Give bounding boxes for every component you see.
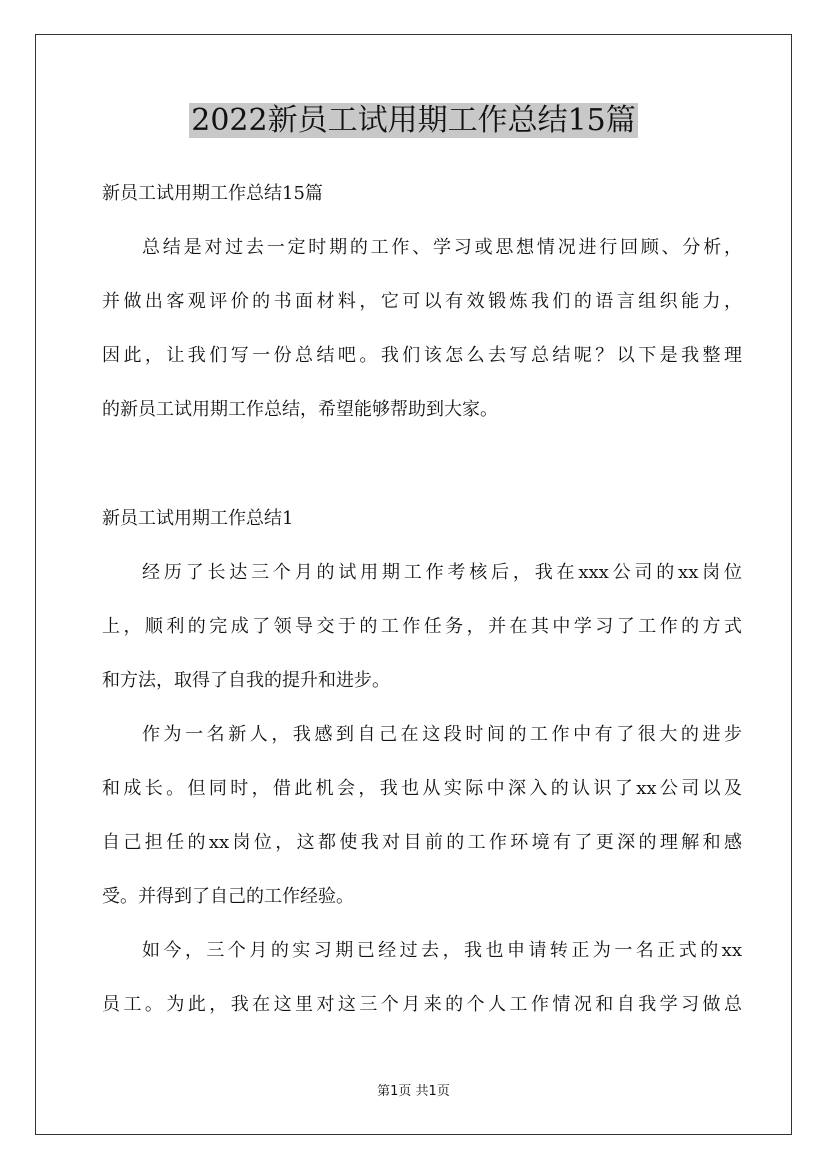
para2-line-2: 和成长。但同时，借此机会，我也从实际中深入的认识了xx公司以及 [102,778,742,799]
intro-line-3: 因此，让我们写一份总结吧。我们该怎么去写总结呢？以下是我整理 [102,345,742,366]
para3-line-2: 员工。为此，我在这里对这三个月来的个人工作情况和自我学习做总 [102,994,742,1015]
page-footer: 第1页 共1页 [377,1084,450,1099]
intro-line-4: 的新员工试用期工作总结，希望能够帮助到大家。 [102,399,498,420]
para3-line-1: 如今，三个月的实习期已经过去，我也申请转正为一名正式的xx [142,940,742,961]
para2-line-1: 作为一名新人，我感到自己在这段时间的工作中有了很大的进步 [142,724,742,745]
para2-line-4: 受。并得到了自己的工作经验。 [102,886,354,907]
para1-line-2: 上，顺利的完成了领导交于的工作任务，并在其中学习了工作的方式 [102,616,742,637]
intro-line-2: 并做出客观评价的书面材料，它可以有效锻炼我们的语言组织能力， [102,291,742,312]
intro-line-1: 总结是对过去一定时期的工作、学习或思想情况进行回顾、分析， [142,237,742,258]
para1-line-3: 和方法，取得了自我的提升和进步。 [102,670,390,691]
document-subtitle: 新员工试用期工作总结15篇 [102,183,323,204]
document-title: 2022新员工试用期工作总结15篇 [191,103,636,138]
para2-line-3: 自己担任的xx岗位，这都使我对目前的工作环境有了更深的理解和感 [102,832,742,853]
section-heading: 新员工试用期工作总结1 [102,508,294,529]
para1-line-1: 经历了长达三个月的试用期工作考核后，我在xxx公司的xx岗位 [142,562,742,583]
